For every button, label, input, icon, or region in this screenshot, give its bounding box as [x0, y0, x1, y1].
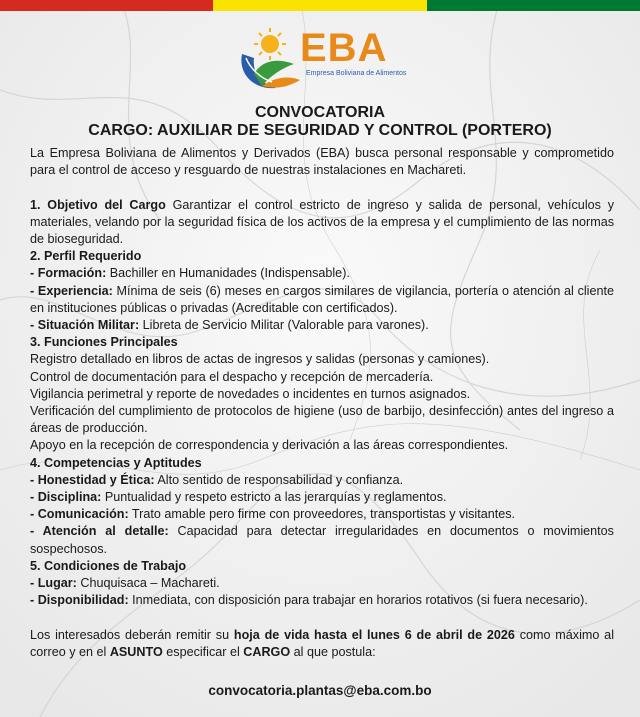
item-text: Mínima de seis (6) meses en cargos similares de vigilancia, portería o atención al cliente en instituciones públicas o privadas (Acreditable con certificados).: [30, 283, 614, 315]
section-heading-profile: 2. Perfil Requerido: [30, 249, 142, 264]
closing-text: especificar el: [162, 644, 244, 659]
item-text: Trato amable pero firme con proveedores, transportistas y visitantes.: [128, 507, 516, 522]
item-text: Libreta de Servicio Militar (Valorable para varones).: [139, 318, 429, 333]
section-heading-competencies: 4. Competencias y Aptitudes: [30, 455, 202, 470]
flag-green-stripe: [427, 0, 640, 11]
closing-deadline: hoja de vida hasta el lunes 6 de abril de 2026: [233, 627, 515, 642]
page-title: CONVOCATORIA: [254, 104, 386, 121]
list-item: [30, 317, 614, 334]
list-item: [30, 489, 614, 506]
list-item: [30, 592, 614, 609]
flag-yellow-stripe: [213, 0, 426, 11]
list-item: [30, 283, 614, 317]
item-text: Puntualidad y respeto estricto a las jerarquías y reglamentos.: [101, 490, 447, 505]
list-item: [30, 506, 614, 523]
closing-text: Los interesados deberán remitir su: [30, 627, 234, 642]
item-text: Inmediata, con disposición para trabajar en horarios rotativos (si fuera necesario).: [128, 593, 588, 608]
closing-paragraph: [30, 627, 614, 661]
contact-email-link[interactable]: convocatoria.plantas@eba.com.bo: [208, 683, 432, 698]
list-item: [30, 575, 614, 592]
item-label: - Situación Militar:: [30, 318, 140, 333]
item-label: - Disponibilidad:: [30, 593, 129, 608]
list-item: [30, 472, 614, 489]
list-item: Vigilancia perimetral y reporte de novedades o incidentes en turnos asignados.: [30, 386, 471, 401]
item-label: - Disciplina:: [30, 490, 102, 505]
section-label: 1. Objetivo del Cargo: [30, 197, 166, 212]
flag-red-stripe: [0, 0, 213, 11]
item-text: Bachiller en Humanidades (Indispensable).: [106, 266, 350, 281]
section-objective: [30, 197, 614, 249]
item-text: Alto sentido de responsabilidad y confianza.: [154, 472, 404, 487]
list-item: [30, 523, 614, 557]
item-label: - Comunicación:: [30, 507, 129, 522]
item-text: Chuquisaca – Machareti.: [76, 576, 220, 591]
item-label: - Formación:: [30, 266, 107, 281]
job-title: CARGO: AUXILIAR DE SEGURIDAD Y CONTROL (PORTERO): [88, 122, 552, 139]
list-item: Registro detallado en libros de actas de ingresos y salidas (personas y camiones).: [30, 352, 490, 367]
closing-text: al que postula:: [290, 644, 376, 659]
item-label: - Atención al detalle:: [30, 524, 169, 539]
item-label: - Honestidad y Ética:: [30, 472, 155, 487]
logo-subtitle: Empresa Boliviana de Alimentos: [306, 70, 407, 77]
closing-cargo: CARGO: [243, 644, 291, 659]
item-text: Capacidad para detectar irregularidades en documentos o movimientos sospechosos.: [30, 524, 614, 556]
document-body: [30, 145, 614, 661]
list-item: [30, 265, 614, 282]
item-label: - Experiencia:: [30, 283, 113, 298]
section-text: Garantizar el control estricto de ingreso y salida de personal, vehículos y materiales, velando por la seguridad física de los activos de la empresa y el cumplimiento de las normas de bioseguridad.: [30, 197, 614, 246]
list-item: Verificación del cumplimiento de protocolos de higiene (uso de barbijo, desinfección) antes del ingreso a áreas de producción.: [30, 404, 614, 436]
closing-text: como máximo al correo y en el: [30, 627, 614, 659]
list-item: Control de documentación para el despacho y recepción de mercadería.: [30, 369, 434, 384]
item-label: - Lugar:: [30, 576, 77, 591]
list-item: Apoyo en la recepción de correspondencia y derivación a las áreas correspondientes.: [30, 438, 509, 453]
section-heading-functions: 3. Funciones Principales: [30, 335, 178, 350]
intro-paragraph: La Empresa Boliviana de Alimentos y Derivados (EBA) busca personal responsable y comprometido para el control de acceso y resguardo de nuestras instalaciones en Machareti.: [30, 146, 614, 178]
logo-wordmark: EBA: [300, 26, 388, 70]
flag-bar: [0, 0, 640, 11]
closing-subject: ASUNTO: [109, 644, 163, 659]
section-heading-conditions: 5. Condiciones de Trabajo: [30, 558, 187, 573]
